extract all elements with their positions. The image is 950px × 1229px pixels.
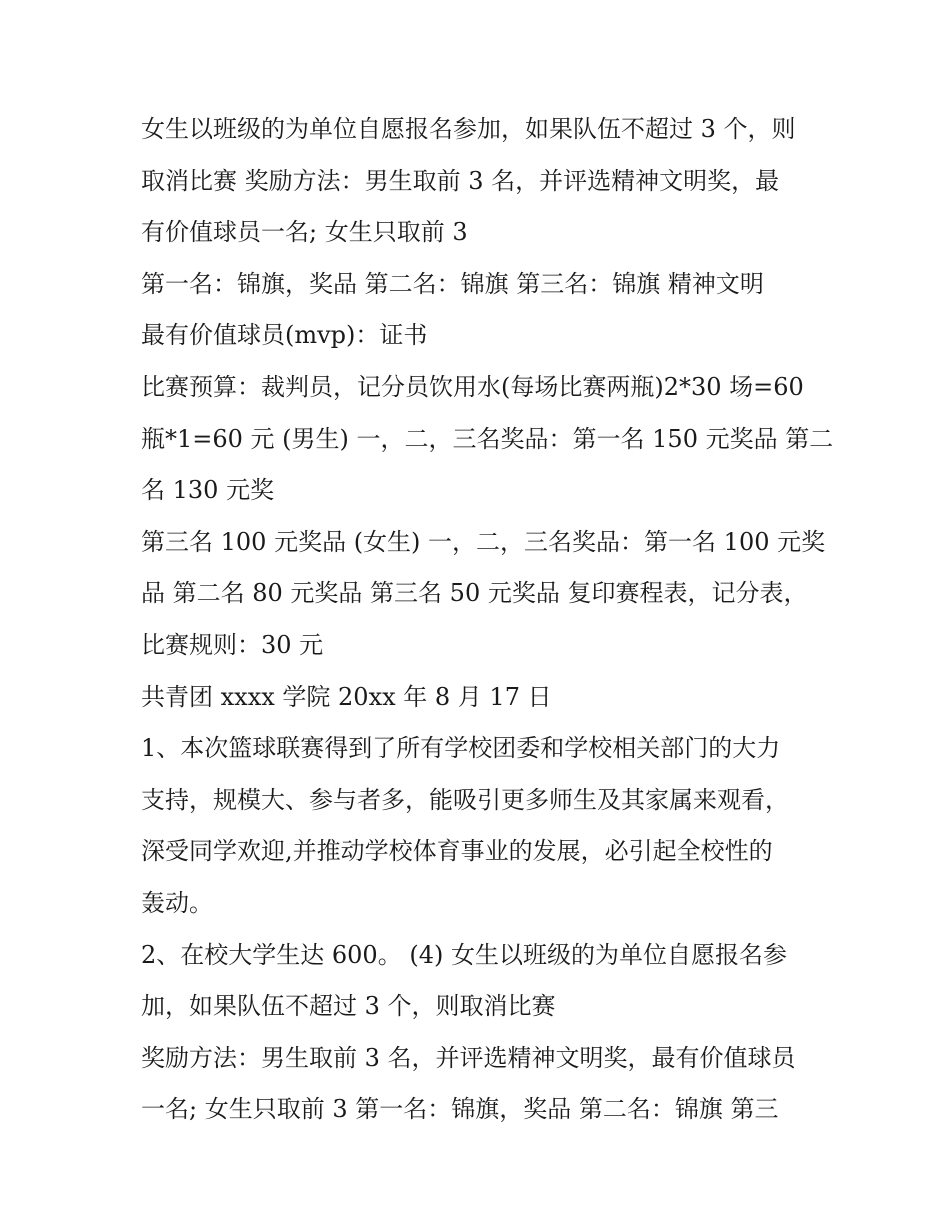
paragraph-point-2: [141, 930, 813, 1033]
text-line: 一名; 女生只取前 3 第一名：锦旗，奖品 第二名：锦旗 第三: [141, 1095, 779, 1124]
text-line: 品 第二名 80 元奖品 第三名 50 元奖品 复印赛程表，记分表，: [141, 579, 808, 608]
text-line: 共青团 xxxx 学院 20xx 年 8 月 17 日: [141, 682, 552, 711]
text-line: 第三名 100 元奖品 (女生) 一，二，三名奖品：第一名 100 元奖: [141, 527, 826, 556]
text-line: 比赛规则：30 元: [141, 630, 324, 659]
paragraph-girls-registration: [141, 104, 813, 259]
text-line: 轰动。: [141, 888, 213, 917]
document-body: [141, 104, 834, 1136]
paragraph-awards-list: [141, 259, 813, 311]
text-line: 名 130 元奖: [141, 476, 275, 505]
text-line: 1、本次篮球联赛得到了所有学校团委和学校相关部门的大力: [141, 734, 781, 763]
text-line: 加，如果队伍不超过 3 个，则取消比赛: [141, 992, 556, 1021]
paragraph-point-1: [141, 723, 813, 929]
text-line: 女生以班级的为单位自愿报名参加，如果队伍不超过 3 个，则: [141, 115, 796, 143]
paragraph-reward-method: [141, 1033, 813, 1136]
text-line: 最有价值球员(mvp)：证书: [141, 321, 428, 350]
text-line: 支持，规模大、参与者多，能吸引更多师生及其家属来观看，: [141, 785, 789, 814]
paragraph-signature-date: [141, 672, 813, 724]
text-line: 比赛预算：裁判员，记分员饮用水(每场比赛两瓶)2*30 场=60: [141, 372, 804, 401]
text-line: 2、在校大学生达 600。 (4) 女生以班级的为单位自愿报名参: [141, 940, 787, 969]
text-line: 深受同学欢迎,并推动学校体育事业的发展，必引起全校性的: [141, 837, 773, 866]
text-line: 奖励方法：男生取前 3 名，并评选精神文明奖，最有价值球员: [141, 1043, 796, 1072]
text-line: 有价值球员一名; 女生只取前 3: [141, 218, 468, 247]
paragraph-mvp-certificate: [141, 310, 813, 362]
text-line: 第一名：锦旗，奖品 第二名：锦旗 第三名：锦旗 精神文明: [141, 269, 764, 298]
text-line: 取消比赛 奖励方法：男生取前 3 名，并评选精神文明奖，最: [141, 166, 780, 195]
paragraph-budget-continued: [141, 517, 826, 672]
text-line: 瓶*1=60 元 (男生) 一，二，三名奖品：第一名 150 元奖品 第二: [141, 424, 834, 453]
paragraph-budget: [141, 362, 834, 517]
